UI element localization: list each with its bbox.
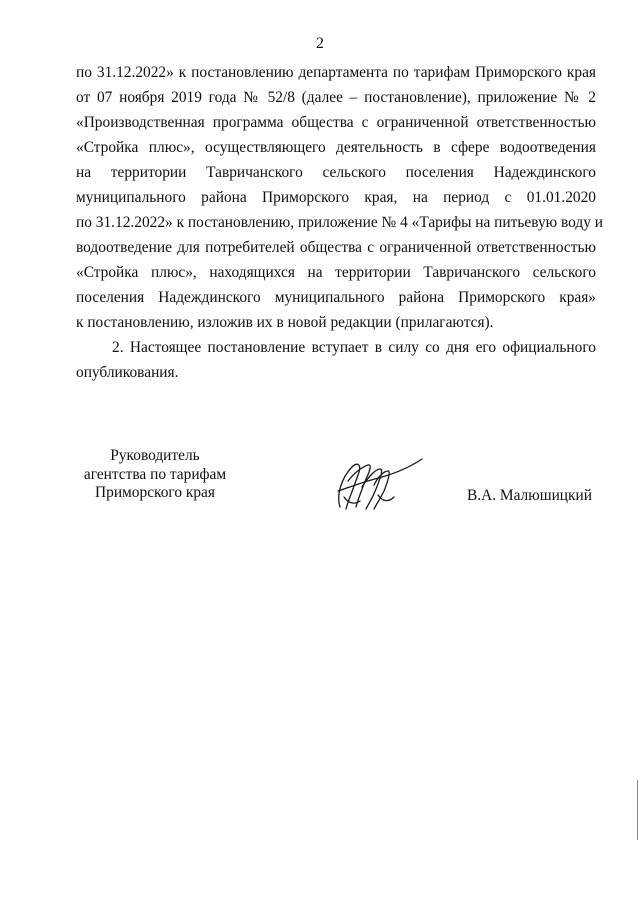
page-number: 2 [316, 35, 324, 52]
signer-title [60, 447, 250, 503]
text-line: «Производственная программа общества с ограниченной ответственностью [76, 114, 596, 131]
signer-title-line: Приморского края [95, 484, 215, 501]
body-text [76, 60, 604, 385]
text-line: 2. Настоящее постановление вступает в силу со дня его официального [112, 339, 596, 356]
text-line: поселения Надеждинского муниципального района Приморского края» [76, 289, 596, 306]
scan-edge-mark [637, 780, 638, 840]
text-line: от 07 ноября 2019 года № 52/8 (далее – постановление), приложение № 2 [76, 89, 596, 106]
paragraph-amendments [76, 60, 604, 335]
signer-title-line: агентства по тарифам [83, 465, 227, 483]
text-line: водоотведение для потребителей общества с ограниченной ответственностью [76, 239, 596, 256]
text-line: по 31.12.2022» к постановлению, приложение № 4 «Тарифы на питьевую воду и [76, 214, 604, 231]
text-line: «Стройка плюс», осуществляющего деятельность в сфере водоотведения [76, 139, 596, 156]
text-line: «Стройка плюс», находящихся на территории Тавричанского сельского [76, 264, 596, 281]
signer-title-line: Руководитель [110, 447, 200, 464]
signer-name: В.А. Малюшицкий [466, 487, 592, 504]
text-line: к постановлению, изложив их в новой редакции (прилагаются). [76, 314, 494, 331]
handwritten-signature [318, 447, 428, 519]
signature-block [60, 447, 600, 527]
text-line: на территории Тавричанского сельского поселения Надеждинского [76, 164, 596, 181]
text-line: опубликования. [76, 364, 179, 381]
text-line: по 31.12.2022» к постановлению департамента по тарифам Приморского края [76, 64, 596, 81]
paragraph-effective-date [76, 335, 596, 385]
text-line: муниципального района Приморского края, на период с 01.01.2020 [76, 189, 596, 206]
